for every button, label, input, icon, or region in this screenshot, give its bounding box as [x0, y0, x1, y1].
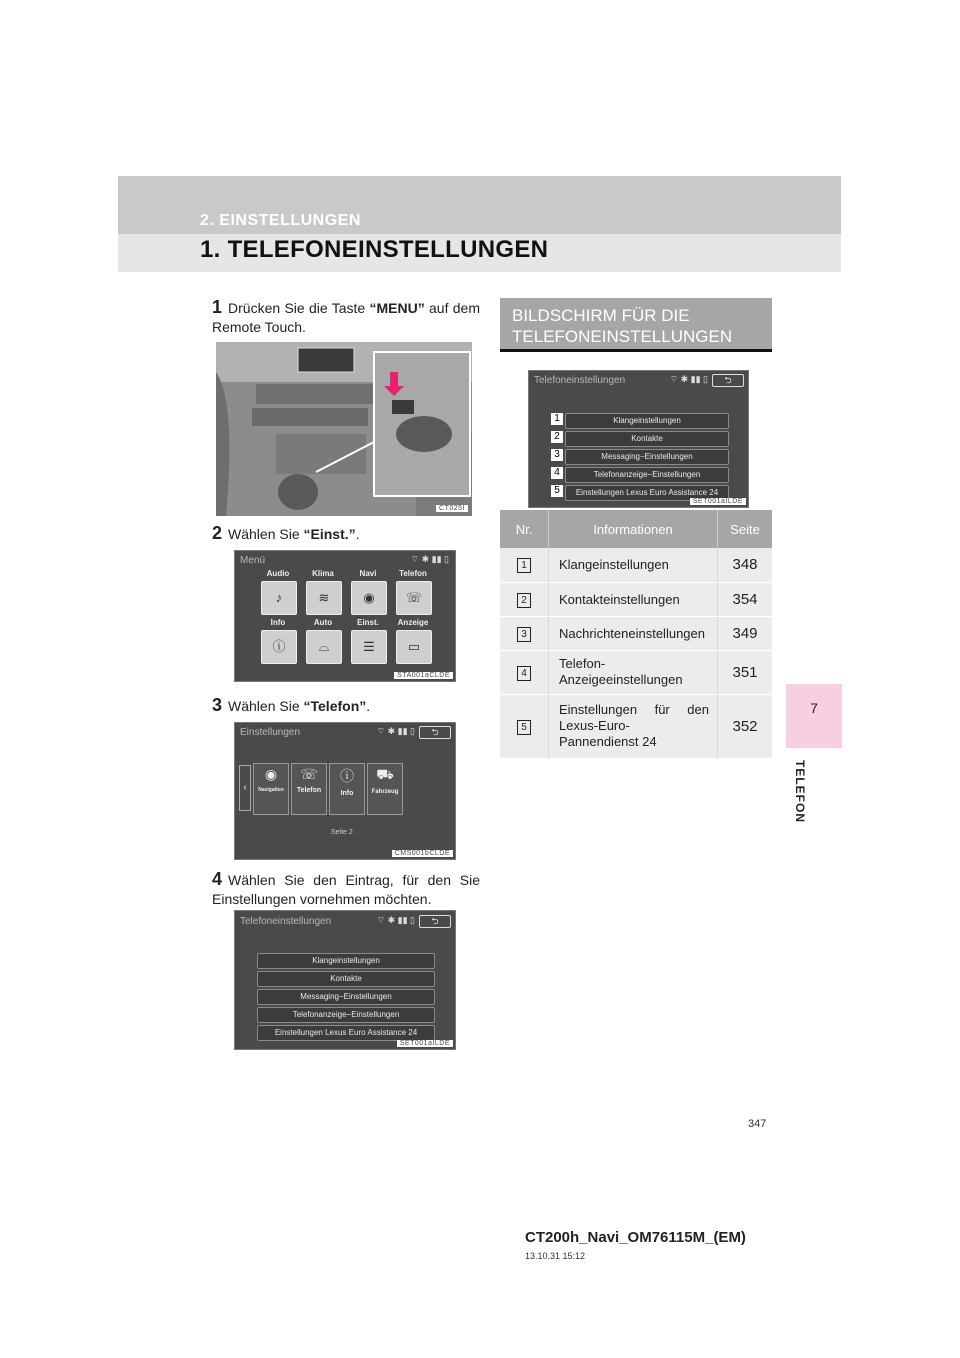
screen-title: Menü [240, 555, 266, 566]
row-page: 348 [718, 548, 773, 582]
chapter-number: 7 [810, 700, 818, 716]
tile-fahrzeug[interactable]: ⛟ Fahrzeug [367, 763, 403, 815]
list-item[interactable]: Telefonanzeige−Einstellungen [257, 1007, 435, 1023]
screen-title: Telefoneinstellungen [240, 916, 332, 927]
row-info: Nachrichteneinstellungen [549, 616, 718, 650]
chapter-tab [786, 684, 842, 748]
callout-number: 4 [551, 467, 563, 479]
row-info: Telefon- Anzeigeeinstellungen [549, 650, 718, 694]
compass-icon: ◉ [264, 766, 278, 782]
settings-screen [234, 722, 456, 860]
page-indicator: Seite 2 [331, 829, 353, 836]
settings-table [500, 510, 772, 759]
tile-navigation[interactable]: ◉ Navigation [253, 763, 289, 815]
car-icon: ⛟ [376, 766, 394, 782]
chapter-label: TELEFON [793, 760, 807, 823]
page-title: 1. TELEFONEINSTELLUNGEN [200, 236, 549, 263]
table-row [500, 694, 772, 758]
row-page: 351 [718, 650, 773, 694]
table-row [500, 582, 772, 616]
row-info: Einstellungen für den Lexus-Euro-Pannendienst 24 [549, 694, 718, 758]
image-code: SET001aILDE [397, 1040, 453, 1047]
row-number: 3 [517, 627, 531, 642]
image-code: CT025I [436, 505, 468, 512]
col-header-info: Informationen [549, 510, 718, 548]
settings-icon[interactable]: ☰ [351, 630, 387, 664]
list-item[interactable]: Kontakte [565, 431, 729, 447]
back-button[interactable]: ⮌ [712, 374, 744, 387]
back-button[interactable]: ⮌ [419, 726, 451, 739]
tile-info[interactable]: ⓘ Info [329, 763, 365, 815]
step-4: 4 Wählen Sie den Eintrag, für den Sie Einstellungen vornehmen möchten. [212, 869, 480, 907]
tile-telefon[interactable]: ☏ Telefon [291, 763, 327, 815]
car-interior-illustration [216, 342, 472, 516]
list-item[interactable]: Telefonanzeige−Einstellungen [565, 467, 729, 483]
callout-number: 1 [551, 413, 563, 425]
phone-icon[interactable]: ☏ [396, 581, 432, 615]
status-icons: ⌔ ✱ ▮▮ ▯ [376, 915, 415, 925]
audio-icon[interactable]: ♪ [261, 581, 297, 615]
row-page: 349 [718, 616, 773, 650]
status-icons: ⌔ ✱ ▮▮ ▯ [376, 726, 415, 736]
list-item[interactable]: Einstellungen Lexus Euro Assistance 24 [565, 485, 729, 501]
list-item[interactable]: Klangeinstellungen [565, 413, 729, 429]
phone-icon: ☏ [300, 766, 318, 782]
climate-icon[interactable]: ≋ [306, 581, 342, 615]
car-icon[interactable]: ⌓ [306, 630, 342, 664]
document-code: CT200h_Navi_OM76115M_(EM) [525, 1229, 746, 1246]
row-number: 2 [517, 593, 531, 608]
callout-number: 2 [551, 431, 563, 443]
navi-icon[interactable]: ◉ [351, 581, 387, 615]
col-header-page: Seite [718, 510, 773, 548]
phone-settings-screen-numbered [528, 370, 749, 508]
row-page: 354 [718, 582, 773, 616]
row-number: 4 [517, 666, 531, 681]
row-number: 5 [517, 720, 531, 735]
image-code: STA001aCLDE [394, 672, 453, 679]
row-info: Klangeinstellungen [549, 548, 718, 582]
info-icon[interactable]: ⓘ [261, 630, 297, 664]
status-icons: ⌔ ✱ ▮▮ ▯ [669, 374, 708, 384]
list-item[interactable]: Einstellungen Lexus Euro Assistance 24 [257, 1025, 435, 1041]
list-item[interactable]: Messaging−Einstellungen [257, 989, 435, 1005]
back-button[interactable]: ⮌ [419, 915, 451, 928]
callout-number: 5 [551, 485, 563, 497]
callout-number: 3 [551, 449, 563, 461]
row-info: Kontakteinstellungen [549, 582, 718, 616]
row-page: 352 [718, 694, 773, 758]
step-3: 3 Wählen Sie “Telefon”. [212, 695, 371, 715]
table-row [500, 548, 772, 582]
image-code: SET001aILDE [690, 498, 746, 505]
display-icon[interactable]: ▭ [396, 630, 432, 664]
list-item[interactable]: Messaging−Einstellungen [565, 449, 729, 465]
list-item[interactable]: Klangeinstellungen [257, 953, 435, 969]
phone-settings-screen [234, 910, 456, 1050]
list-item[interactable]: Kontakte [257, 971, 435, 987]
step-2: 2 Wählen Sie “Einst.”. [212, 523, 360, 543]
image-code: CMS001bCLDE [392, 850, 453, 857]
row-number: 1 [517, 558, 531, 573]
menu-screen: Menü ⌔ ✱ ▮▮ ▯ Audio Klima Navi Telefon ♪ ≋ ◉ ☏ Info Auto Einst. Anzeige ⓘ ⌓ ☰ ▭ STA001aCLDE [234, 550, 456, 682]
status-icons: ⌔ ✱ ▮▮ ▯ [410, 554, 449, 564]
step-1: 1 Drücken Sie die Taste “MENU” auf dem Remote Touch. [212, 297, 480, 335]
page-number: 347 [748, 1118, 767, 1130]
screen-title: Einstellungen [240, 727, 301, 738]
remote-touch-photo [216, 342, 472, 516]
screen-title: Telefoneinstellungen [534, 375, 626, 386]
step-number: 1 [212, 297, 223, 317]
print-date: 13.10.31 15:12 [525, 1251, 586, 1261]
col-header-nr: Nr. [500, 510, 549, 548]
section-heading: BILDSCHIRM FÜR DIE TELEFONEINSTELLUNGEN [500, 298, 772, 352]
table-row [500, 616, 772, 650]
table-row [500, 650, 772, 694]
page-left-arrow-icon[interactable]: ‹ [239, 765, 251, 811]
info-icon: ⓘ [340, 768, 354, 784]
section-label: 2. EINSTELLUNGEN [200, 212, 361, 229]
